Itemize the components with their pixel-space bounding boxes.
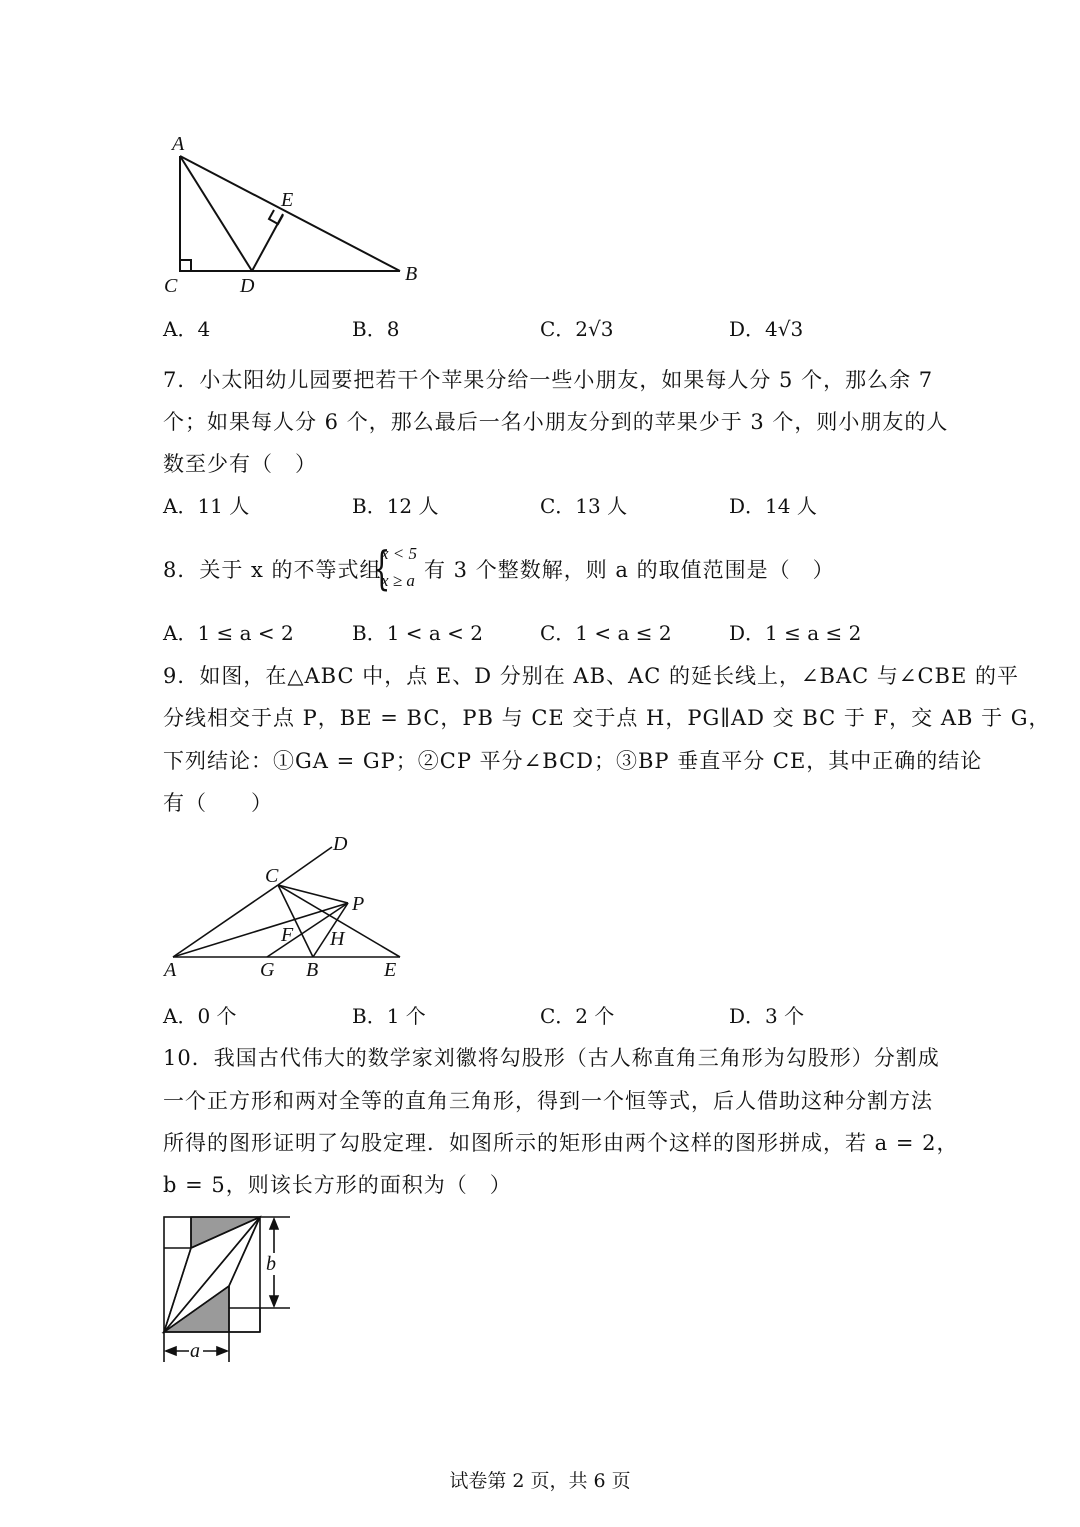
q6-option-c: C．2√3: [540, 317, 614, 341]
label-C: C: [164, 275, 178, 297]
q9-option-c: C．2 个: [540, 1004, 615, 1028]
q9-line-4: 有（ ）: [163, 791, 273, 815]
q10-line-4: b = 5，则该长方形的面积为（ ）: [163, 1173, 512, 1197]
q6-option-a: A．4: [163, 317, 211, 341]
q8-system-2: x ≥ a: [381, 571, 415, 590]
label-D: D: [333, 833, 348, 855]
q8-option-b: B．1 < a < 2: [352, 621, 484, 645]
label-C: C: [265, 865, 279, 887]
figure-q6-triangle: [150, 130, 440, 300]
q8-option-d: D．1 ≤ a ≤ 2: [729, 621, 862, 645]
q9-option-d: D．3 个: [729, 1004, 805, 1028]
q10-line-3: 所得的图形证明了勾股定理．如图所示的矩形由两个这样的图形拼成，若 a = 2，: [163, 1131, 959, 1155]
label-A: A: [172, 133, 185, 155]
page-footer: 试卷第 2 页，共 6 页: [449, 1470, 631, 1492]
q7-line-2: 个；如果每人分 6 个，那么最后一名小朋友分到的苹果少于 3 个，则小朋友的人: [163, 410, 949, 434]
q6-option-b: B．8: [352, 317, 400, 341]
q9-line-1: 9．如图，在△ABC 中，点 E、D 分别在 AB、AC 的延长线上，∠BAC 与∠CBE 的平: [163, 664, 1019, 688]
label-P: P: [352, 893, 365, 915]
q8-option-c: C．1 < a ≤ 2: [540, 621, 672, 645]
label-D: D: [240, 275, 255, 297]
label-E: E: [384, 959, 397, 981]
q7-option-a: A．11 人: [163, 494, 250, 518]
label-G: G: [260, 959, 275, 981]
label-a: a: [190, 1340, 200, 1362]
label-H: H: [330, 928, 345, 950]
q8-prefix: 8．关于 x 的不等式组: [163, 558, 382, 582]
q8-suffix: 有 3 个整数解，则 a 的取值范围是（ ）: [424, 558, 835, 582]
q8-option-a: A．1 ≤ a < 2: [163, 621, 294, 645]
q9-option-a: A．0 个: [163, 1004, 237, 1028]
label-A: A: [164, 959, 177, 981]
label-E: E: [281, 189, 294, 211]
label-F: F: [281, 924, 294, 946]
q7-option-c: C．13 人: [540, 494, 628, 518]
q10-line-2: 一个正方形和两对全等的直角三角形，得到一个恒等式，后人借助这种分割方法: [163, 1089, 933, 1113]
q7-option-b: B．12 人: [352, 494, 439, 518]
label-B: B: [405, 263, 418, 285]
figure-q10-rectangle: [155, 1205, 305, 1370]
q9-line-2: 分线相交于点 P，BE = BC，PB 与 CE 交于点 H，PG∥AD 交 BC 于 F，交 AB 于 G，: [163, 706, 1051, 730]
label-B: B: [306, 959, 319, 981]
q10-line-1: 10．我国古代伟大的数学家刘徽将勾股形（古人称直角三角形为勾股形）分割成: [163, 1046, 940, 1070]
brace: {: [372, 541, 391, 595]
q9-line-3: 下列结论：①GA = GP；②CP 平分∠BCD；③BP 垂直平分 CE，其中正确的结论: [163, 749, 983, 773]
q7-line-1: 7．小太阳幼儿园要把若干个苹果分给一些小朋友，如果每人分 5 个，那么余 7: [163, 368, 934, 392]
label-b: b: [266, 1253, 276, 1275]
figure-q9: [160, 830, 420, 990]
q9-option-b: B．1 个: [352, 1004, 426, 1028]
q6-option-d: D．4√3: [729, 317, 804, 341]
q7-line-3: 数至少有（ ）: [163, 452, 317, 476]
q7-option-d: D．14 人: [729, 494, 817, 518]
q8-system-1: x < 5: [381, 544, 418, 563]
